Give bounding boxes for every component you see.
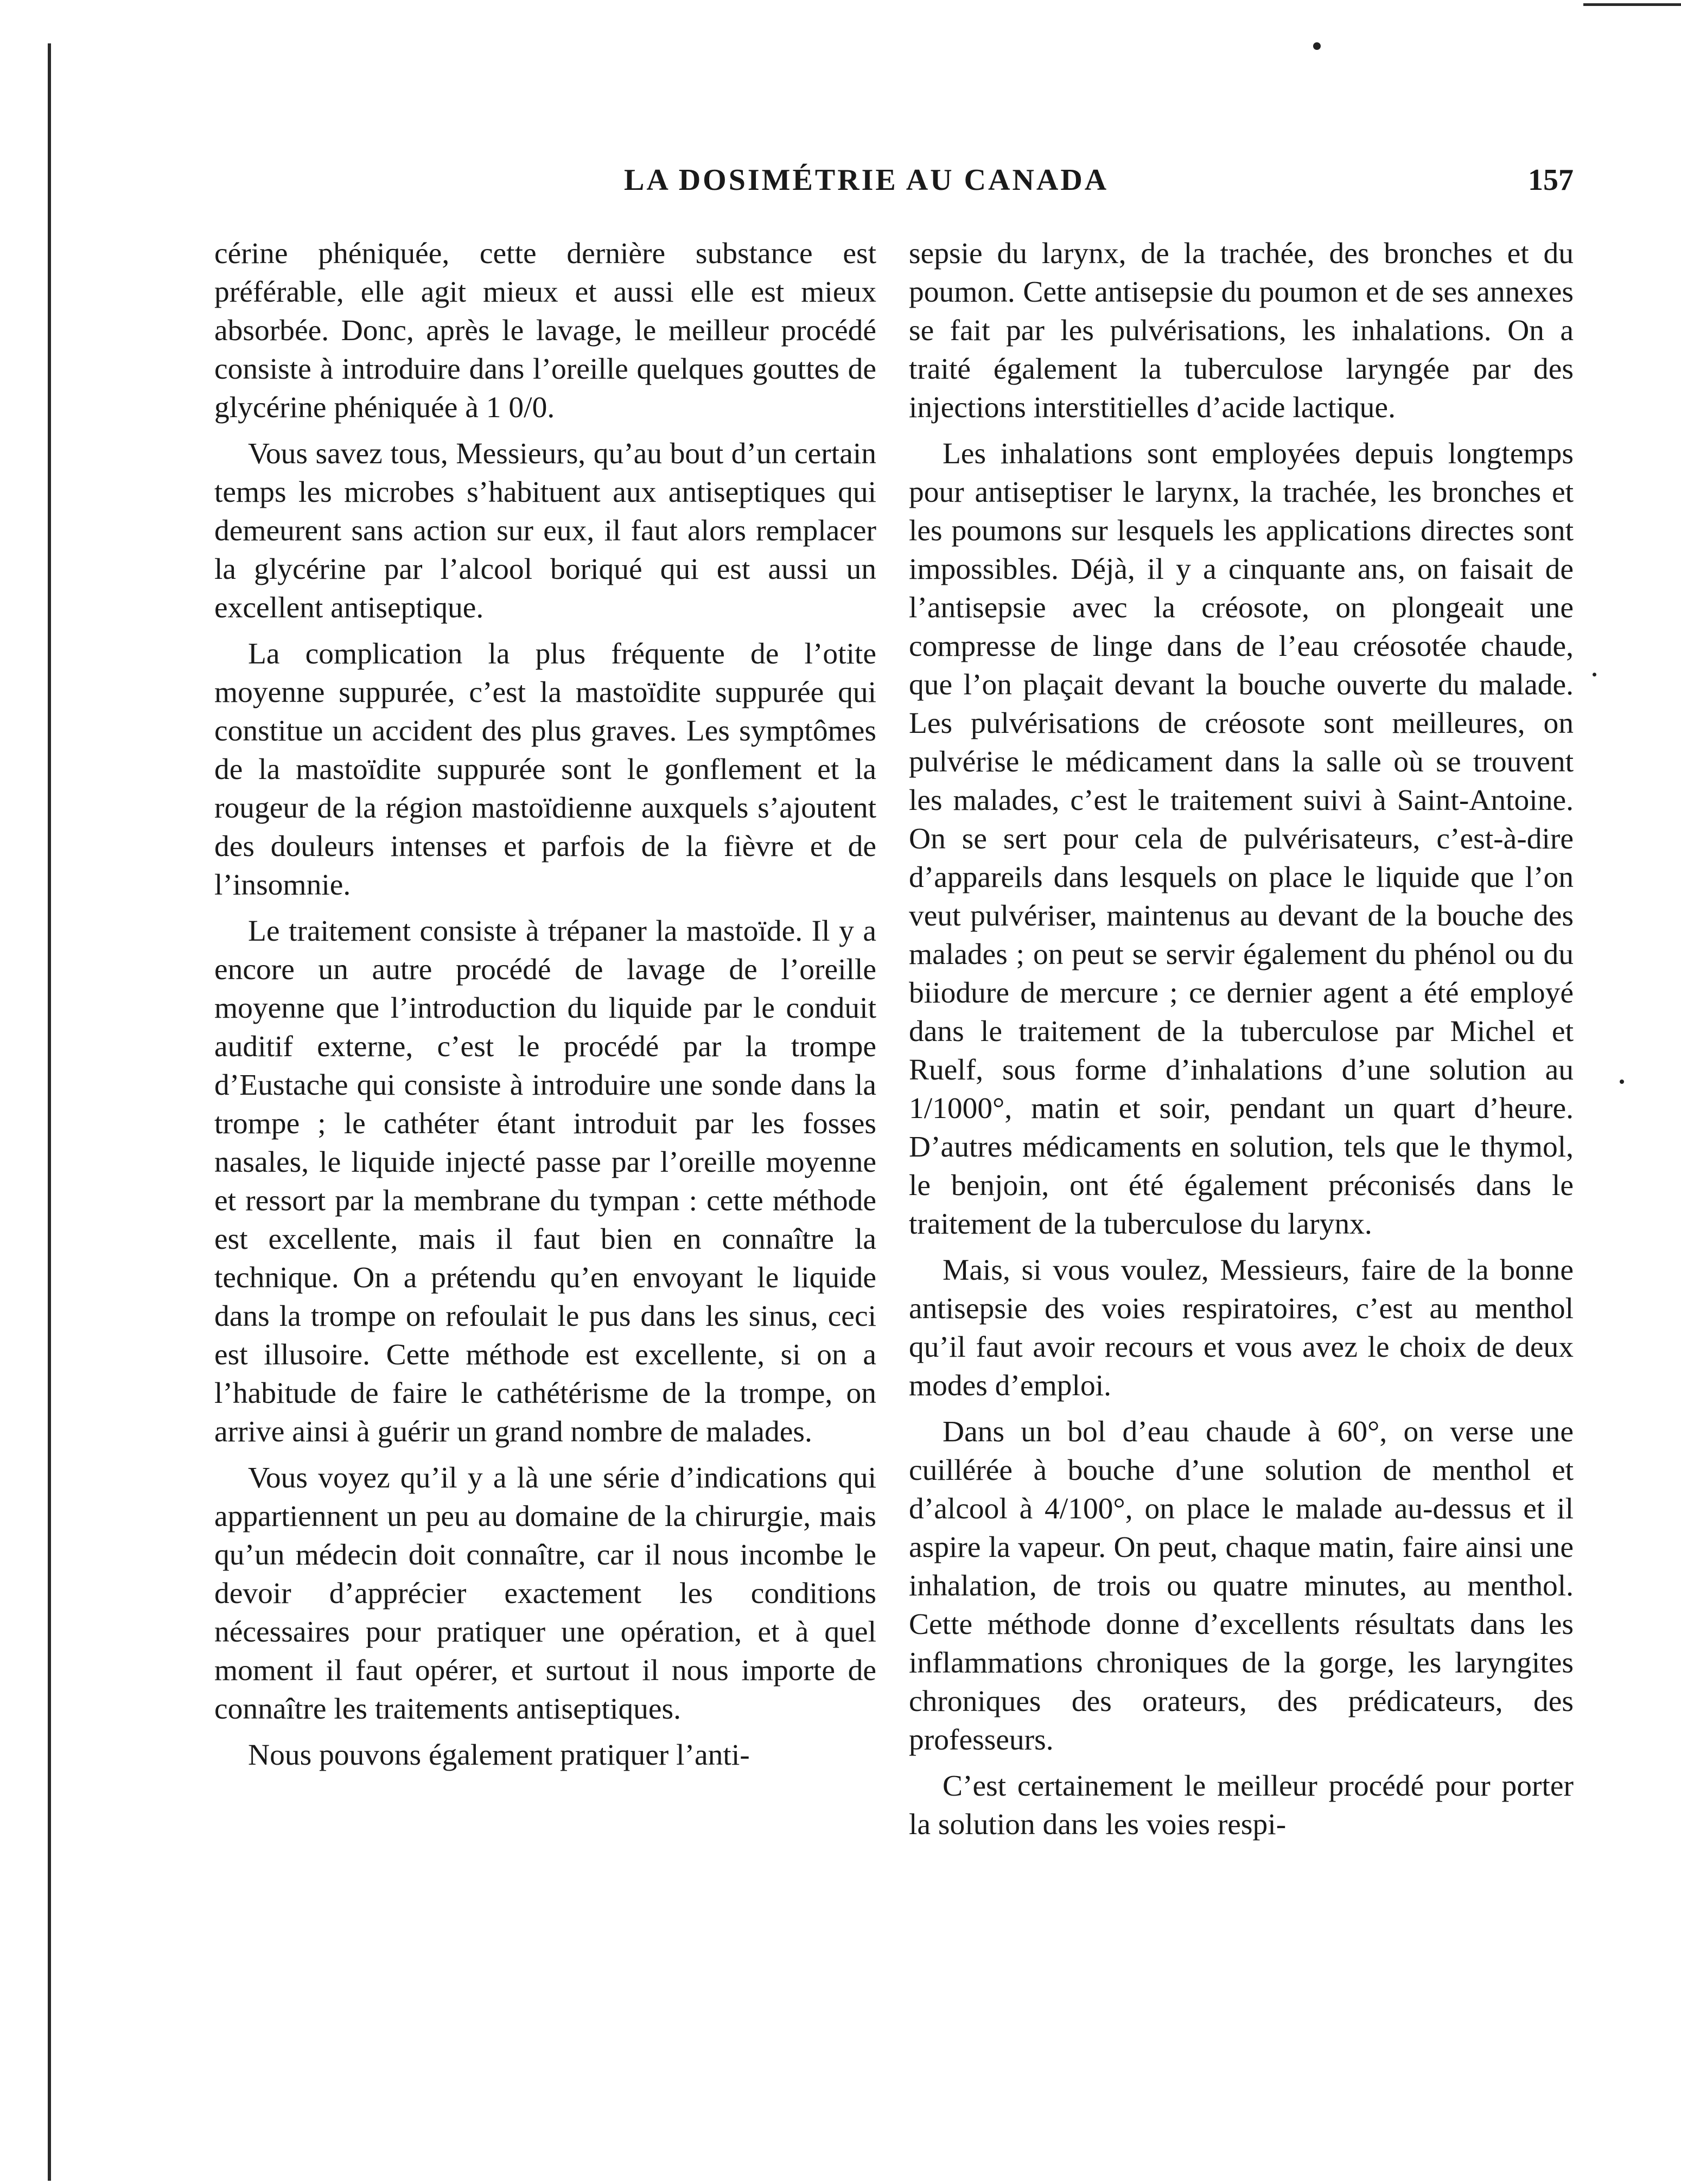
- scan-speck: [1620, 1080, 1624, 1084]
- scan-edge-left: [48, 43, 51, 2181]
- paragraph: Mais, si vous voulez, Messieurs, faire de la bonne antisepsie des voies respiratoires, c’est au menthol qu’il faut avoir recours et vous avez le choix de deux modes d’emploi.: [909, 1254, 1574, 1402]
- right-column: [909, 234, 1574, 1851]
- paragraph: La complication la plus fréquente de l’otite moyenne suppurée, c’est la mastoïdite suppurée qui constitue un accident des plus graves. Les symptômes de la mastoïdite suppurée sont le gonflement et la rougeur de la région mastoïdienne auxquels s’ajoutent des douleurs intenses et parfois de la fièvre et de l’insomnie.: [214, 637, 876, 902]
- paragraph: C’est certainement le meilleur procédé pour porter la solution dans les voies respi-: [909, 1770, 1574, 1841]
- page-header: [624, 163, 1574, 201]
- paragraph: cérine phéniquée, cette dernière substance est préférable, elle agit mieux et aussi elle est mieux absorbée. Donc, après le lavage, le meilleur procédé consiste à introduire dans l’oreille quelques gouttes de glycérine phéniquée à 1 0/0.: [214, 237, 876, 424]
- paragraph: Dans un bol d’eau chaude à 60°, on verse une cuillérée à bouche d’une solution de menthol et d’alcool à 4/100°, on place le malade au-dessus et il aspire la vapeur. On peut, chaque matin, faire ainsi une inhalation, de trois ou quatre minutes, au menthol. Cette méthode donne d’excellents résultats dans les inflammations chroniques de la gorge, les laryngites chroniques des orateurs, des prédicateurs, des professeurs.: [909, 1415, 1574, 1757]
- running-title: LA DOSIMÉTRIE AU CANADA: [624, 163, 1109, 197]
- paragraph: Les inhalations sont employées depuis longtemps pour antiseptiser le larynx, la trachée, les bronches et les poumons sur lesquels les applications directes sont impossibles. Déjà, il y a cinquante ans, on faisait de l’antisepsie avec la créosote, on plongeait une compresse de linge dans de l’eau créosotée chaude, que l’on plaçait devant la bouche ouverte du malade. Les pulvérisations de créosote sont meilleures, on pulvérise le médicament dans la salle où se trouvent les malades, c’est le traitement suivi à Saint-Antoine. On se sert pour cela de pulvérisateurs, c’est-à-dire d’appareils dans lesquels on place le liquide que l’on veut pulvériser, maintenus au devant de la bouche des malades ; on peut se servir également du phénol ou du biiodure de mercure ; ce dernier agent a été employé dans le traitement de la tuberculose par Michel et Ruelf, sous forme d’inhalations d’une solution au 1/1000°, matin et soir, pendant un quart d’heure. D’autres médicaments en solution, tels que le thymol, le benjoin, ont été également préconisés dans le traitement de la tuberculose du larynx.: [909, 437, 1574, 1241]
- paragraph: Le traitement consiste à trépaner la mastoïde. Il y a encore un autre procédé de lavage de l’oreille moyenne que l’introduction du liquide par le conduit auditif externe, c’est le procédé par la trompe d’Eustache qui consiste à introduire une sonde dans la trompe ; le cathéter étant introduit par les fosses nasales, le liquide injecté passe par l’oreille moyenne et ressort par la membrane du tympan : cette méthode est excellente, mais il faut bien en connaître la technique. On a prétendu qu’en envoyant le liquide dans la trompe on refoulait le pus dans les sinus, ceci est illusoire. Cette méthode est excellente, si on a l’habitude de faire le cathétérisme de la trompe, on arrive ainsi à guérir un grand nombre de malades.: [214, 915, 876, 1448]
- scan-speck: [1313, 42, 1321, 50]
- scan-edge-top: [1583, 3, 1681, 6]
- scan-speck: [1593, 673, 1596, 676]
- paragraph: Nous pouvons également pratiquer l’anti-: [248, 1739, 750, 1772]
- paragraph: Vous savez tous, Messieurs, qu’au bout d’un certain temps les microbes s’habituent aux antiseptiques qui demeurent sans action sur eux, il faut alors remplacer la glycérine par l’alcool boriqué qui est aussi un excellent antiseptique.: [214, 437, 876, 624]
- paragraph: sepsie du larynx, de la trachée, des bronches et du poumon. Cette antisepsie du poumon et de ses annexes se fait par les pulvérisations, les inhalations. On a traité également la tuberculose laryngée par des injections interstitielles d’acide lactique.: [909, 237, 1574, 424]
- page-number: 157: [1528, 163, 1574, 197]
- paragraph: Vous voyez qu’il y a là une série d’indications qui appartiennent un peu au domaine de la chirurgie, mais qu’un médecin doit connaître, car il nous incombe le devoir d’apprécier exactement les conditions nécessaires pour pratiquer une opération, et à quel moment il faut opérer, et surtout il nous importe de connaître les traitements antiseptiques.: [214, 1461, 876, 1726]
- left-column: [214, 234, 876, 1782]
